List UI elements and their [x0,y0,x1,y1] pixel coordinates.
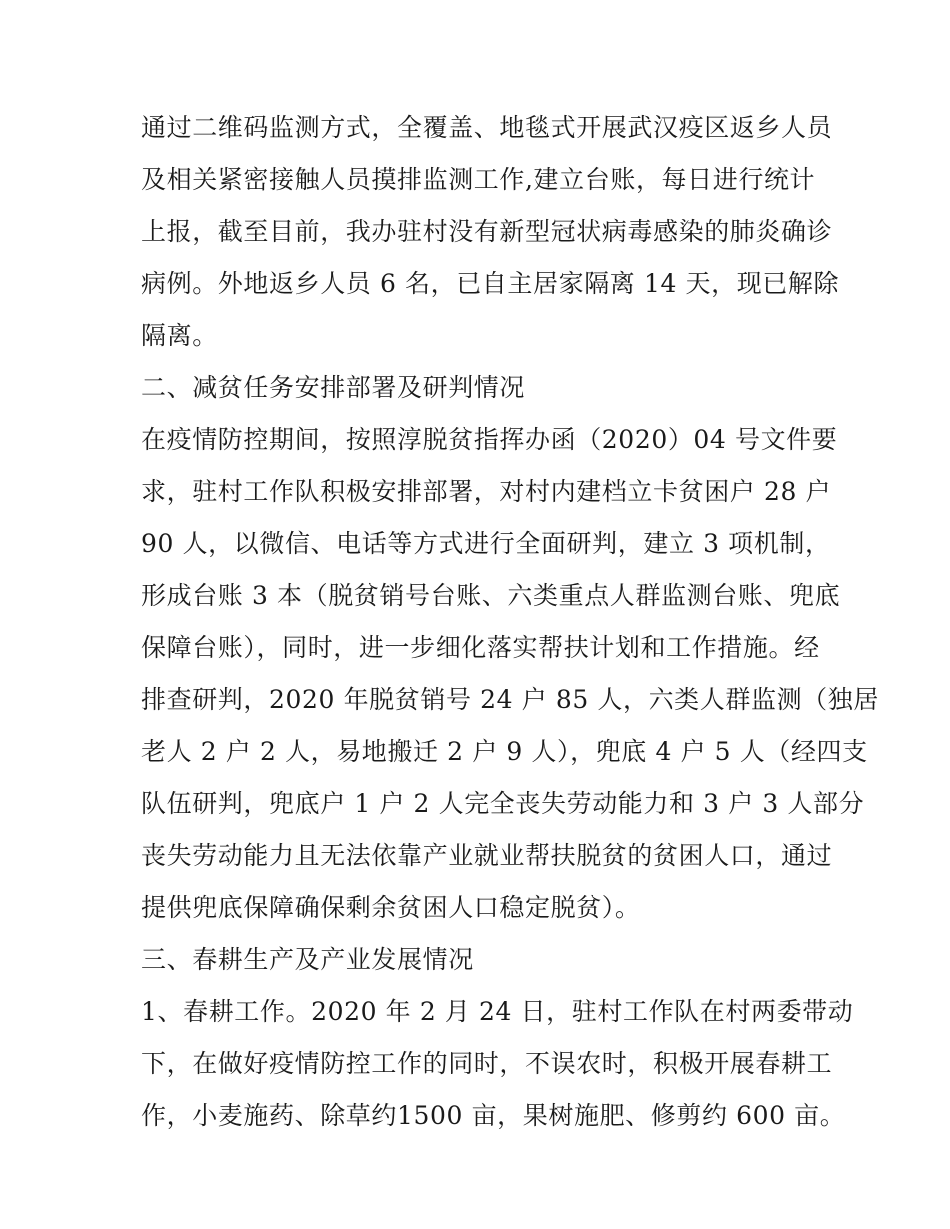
text-line: 队伍研判，兜底户 1 户 2 人完全丧失劳动能力和 3 户 3 人部分 [141,789,865,818]
text-line: 隔离。 [141,321,218,350]
text-line: 提供兜底保障确保剩余贫困人口稳定脱贫）。 [141,893,641,922]
text-line: 老人 2 户 2 人，易地搬迁 2 户 9 人），兜底 4 户 5 人（经四支 [141,737,868,766]
section-heading-2: 二、减贫任务安排部署及研判情况 [141,373,526,402]
text-line: 及相关紧密接触人员摸排监测工作,建立台账，每日进行统计 [141,165,816,194]
text-line: 形成台账 3 本（脱贫销号台账、六类重点人群监测台账、兜底 [141,581,841,610]
text-line: 在疫情防控期间，按照淳脱贫指挥办函（2020）04 号文件要 [141,425,838,454]
text-line: 下，在做好疫情防控工作的同时，不误农时，积极开展春耕工 [141,1049,833,1078]
text-line: 通过二维码监测方式，全覆盖、地毯式开展武汉疫区返乡人员 [141,113,833,142]
text-line: 求，驻村工作队积极安排部署，对村内建档立卡贫困户 28 户 [141,477,832,506]
document-body [141,102,879,1142]
text-line: 90 人，以微信、电话等方式进行全面研判，建立 3 项机制， [141,529,831,558]
text-line: 丧失劳动能力且无法依靠产业就业帮扶脱贫的贫困人口，通过 [141,841,833,870]
section-heading-3: 三、春耕生产及产业发展情况 [141,945,474,974]
text-line: 保障台账），同时，进一步细化落实帮扶计划和工作措施。经 [141,633,820,662]
text-line: 上报，截至目前，我办驻村没有新型冠状病毒感染的肺炎确诊 [141,217,833,246]
text-line: 排查研判，2020 年脱贫销号 24 户 85 人，六类人群监测（独居 [141,685,879,714]
text-line: 作，小麦施药、除草约1500 亩，果树施肥、修剪约 600 亩。 [141,1101,846,1130]
text-line: 1、春耕工作。2020 年 2 月 24 日，驻村工作队在村两委带动 [141,997,854,1026]
text-line: 病例。外地返乡人员 6 名，已自主居家隔离 14 天，现已解除 [141,269,840,298]
